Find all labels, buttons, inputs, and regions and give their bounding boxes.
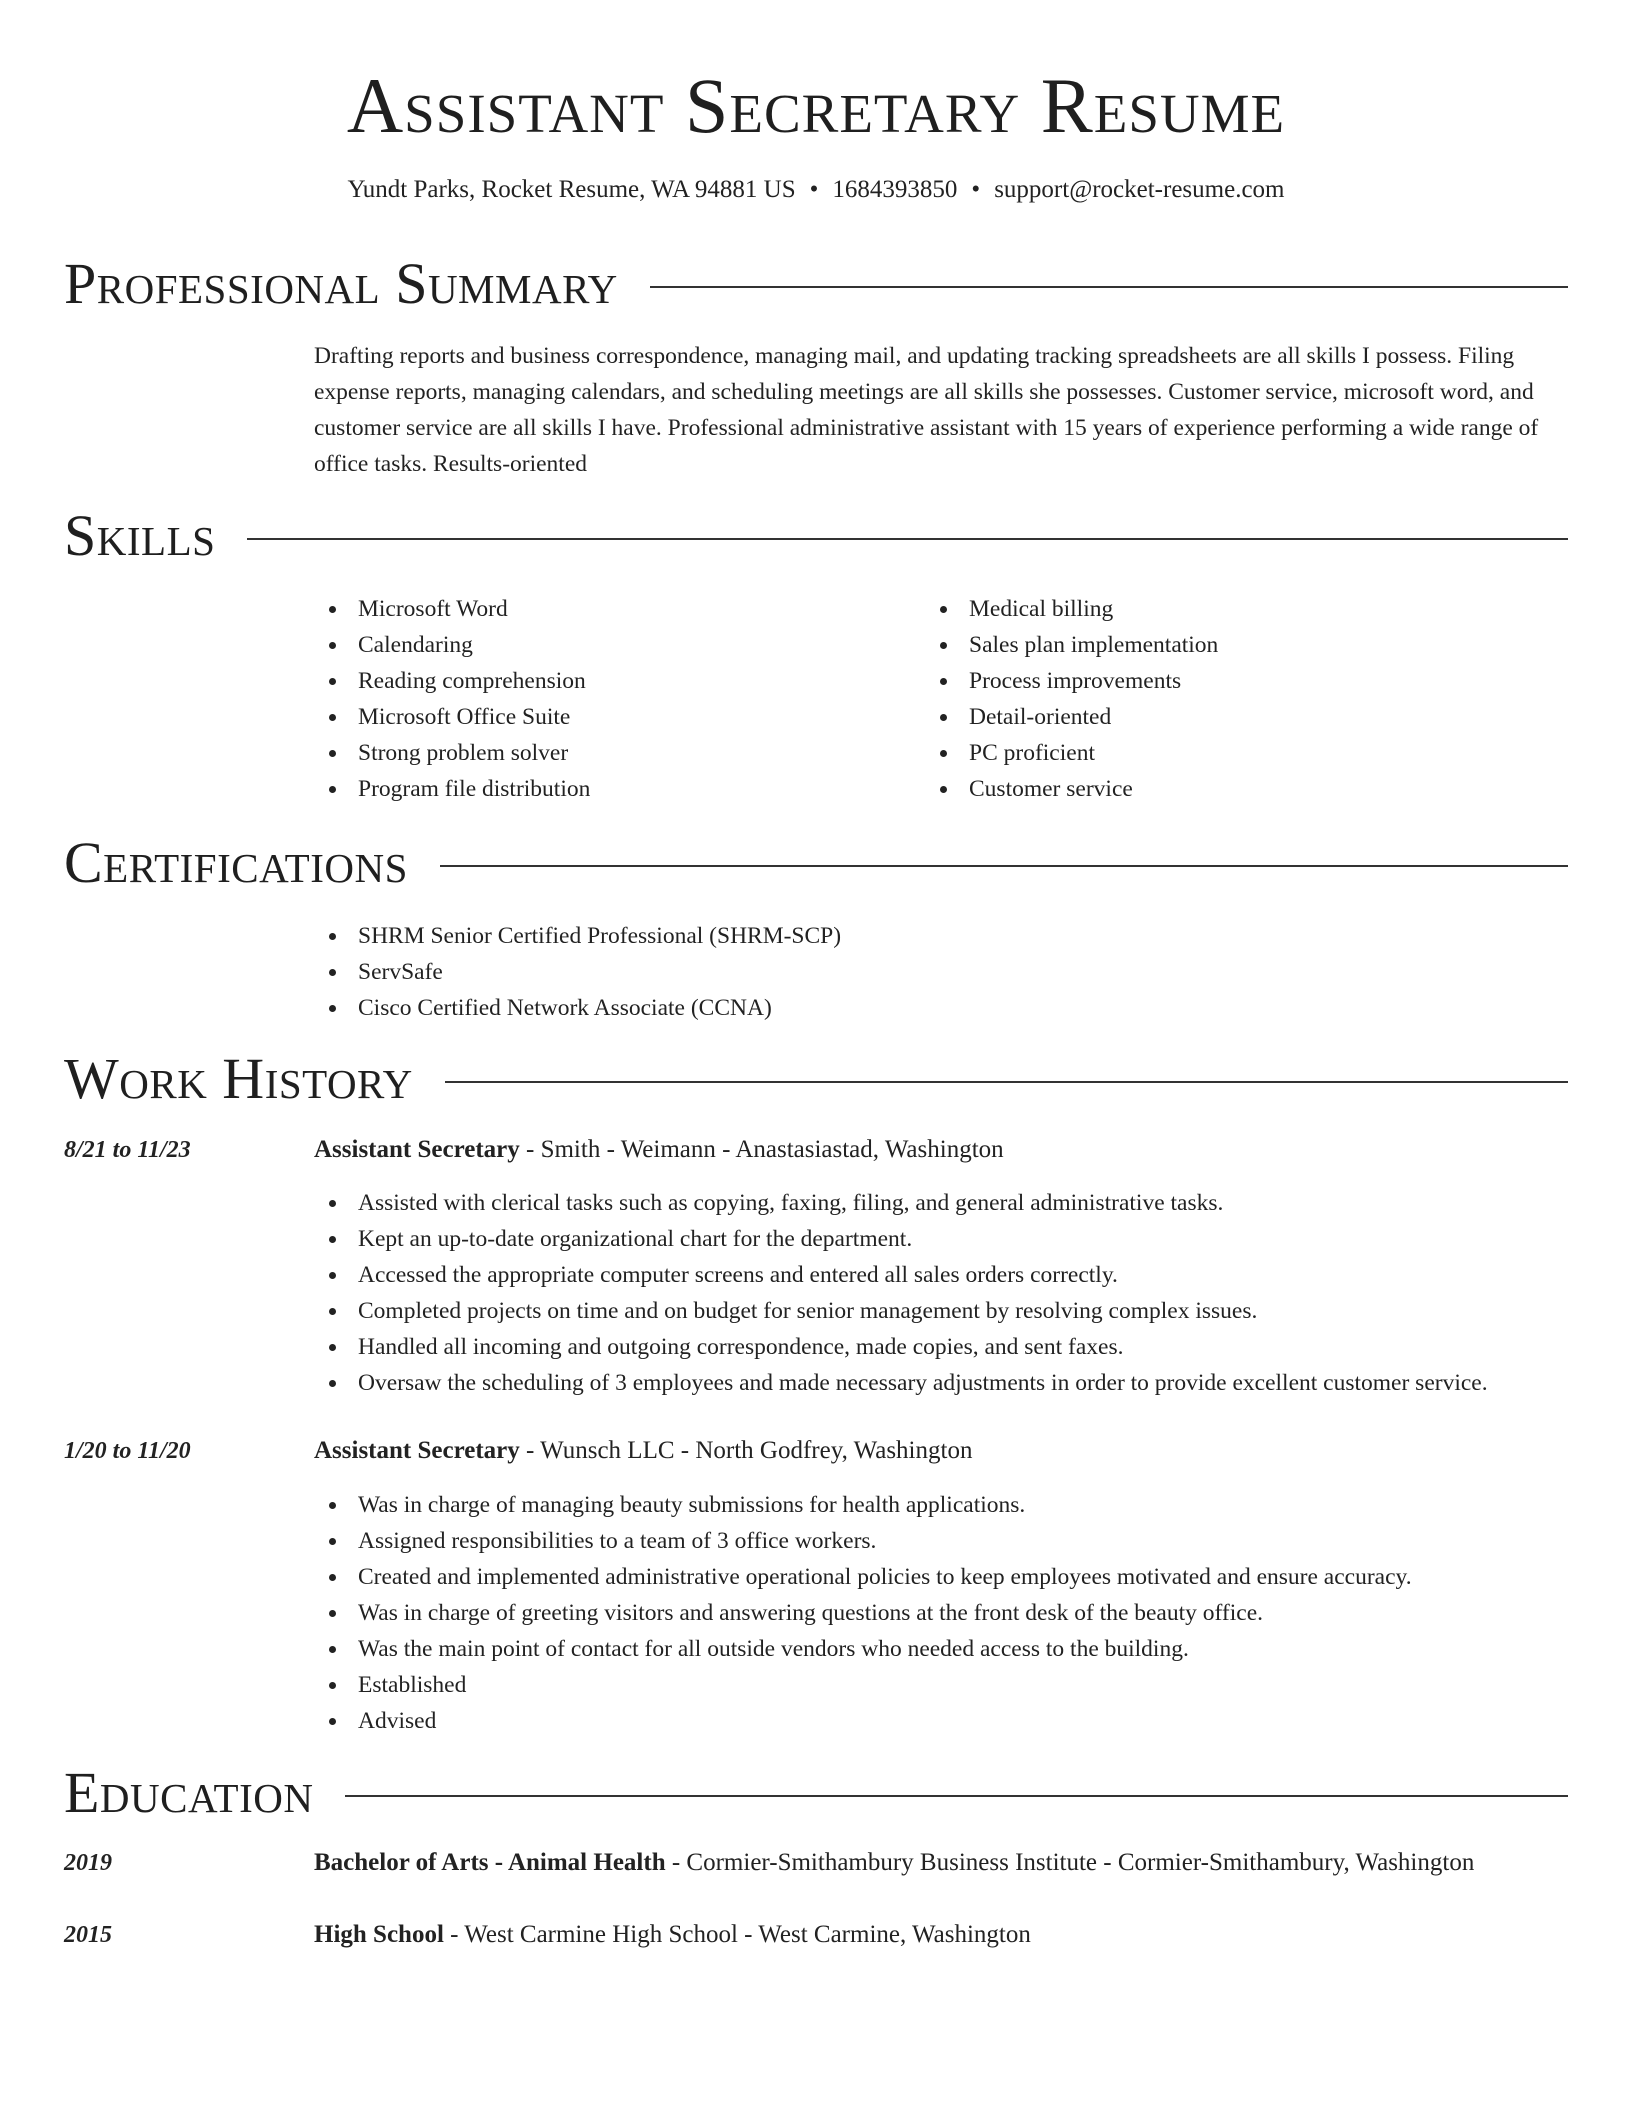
job-bullet: Was in charge of managing beauty submissions for health applications. (314, 1487, 1412, 1523)
skills-list-left (314, 591, 590, 807)
job-employer: - Wunsch LLC - North Godfrey, Washington (519, 1437, 973, 1464)
contact-phone: 1684393850 (832, 176, 958, 203)
skill-item: Reading comprehension (314, 663, 590, 699)
skill-item: Customer service (925, 771, 1218, 807)
skill-item: Sales plan implementation (925, 627, 1218, 663)
skill-item: Program file distribution (314, 771, 590, 807)
job-bullet: Assigned responsibilities to a team of 3 office workers. (314, 1523, 1412, 1559)
section-certifications-header (64, 831, 1568, 895)
section-heading: Professional Summary (64, 251, 618, 316)
section-heading: Work History (64, 1046, 413, 1111)
skill-item: Microsoft Office Suite (314, 699, 590, 735)
certification-item: ServSafe (314, 954, 841, 990)
job-bullet: Created and implemented administrative operational policies to keep employees motivated and ensure accuracy. (314, 1559, 1412, 1595)
skill-item: PC proficient (925, 735, 1218, 771)
job-heading (314, 1133, 1004, 1167)
job-heading (314, 1434, 972, 1468)
skill-item: Detail-oriented (925, 699, 1218, 735)
job-bullet: Kept an up-to-date organizational chart for the department. (314, 1221, 1488, 1257)
skill-item: Medical billing (925, 591, 1218, 627)
section-heading: Education (64, 1760, 314, 1825)
job-bullet: Completed projects on time and on budget for senior management by resolving complex issues. (314, 1293, 1488, 1329)
skill-item: Process improvements (925, 663, 1218, 699)
section-summary-header (64, 252, 1568, 316)
job-bullet: Was the main point of contact for all outside vendors who needed access to the building. (314, 1631, 1412, 1667)
education-degree: Bachelor of Arts - Animal Health (314, 1849, 666, 1876)
section-heading: Skills (64, 503, 216, 568)
contact-separator: • (971, 176, 981, 203)
certifications-list (314, 918, 841, 1026)
contact-separator: • (809, 176, 819, 203)
job-employer: - Smith - Weimann - Anastasiastad, Washington (519, 1136, 1004, 1163)
section-divider (440, 865, 1568, 867)
job-title: Assistant Secretary (314, 1437, 520, 1464)
job-bullet: Accessed the appropriate computer screens and entered all sales orders correctly. (314, 1257, 1488, 1293)
section-divider (445, 1081, 1568, 1083)
job-bullet: Advised (314, 1703, 1412, 1739)
section-divider (345, 1795, 1568, 1797)
resume-title: Assistant Secretary Resume (346, 62, 1286, 149)
skill-item: Microsoft Word (314, 591, 590, 627)
section-divider (247, 538, 1568, 540)
education-year: 2015 (64, 1922, 112, 1948)
section-heading: Certifications (64, 830, 408, 895)
certification-item: Cisco Certified Network Associate (CCNA) (314, 990, 841, 1026)
education-school: - West Carmine High School - West Carmine, Washington (443, 1921, 1031, 1948)
job-bullet: Was in charge of greeting visitors and answering questions at the front desk of the beauty office. (314, 1595, 1412, 1631)
job-bullet: Assisted with clerical tasks such as copying, faxing, filing, and general administrative tasks. (314, 1185, 1488, 1221)
contact-line (0, 174, 1632, 206)
job-dates: 8/21 to 11/23 (64, 1137, 191, 1163)
job-bullets (314, 1487, 1412, 1739)
skills-list-right (925, 591, 1218, 807)
skill-item: Strong problem solver (314, 735, 590, 771)
education-degree: High School (314, 1921, 444, 1948)
section-divider (650, 286, 1568, 288)
education-entry (314, 1846, 1474, 1880)
job-bullet: Oversaw the scheduling of 3 employees and made necessary adjustments in order to provide excellent customer service. (314, 1365, 1488, 1401)
contact-email: support@rocket-resume.com (994, 176, 1285, 203)
section-skills-header (64, 504, 1568, 568)
job-bullet: Handled all incoming and outgoing correspondence, made copies, and sent faxes. (314, 1329, 1488, 1365)
education-year: 2019 (64, 1850, 112, 1876)
education-entry (314, 1918, 1031, 1952)
job-bullet: Established (314, 1667, 1412, 1703)
job-dates: 1/20 to 11/20 (64, 1438, 191, 1464)
section-education-header (64, 1761, 1568, 1825)
contact-address: Yundt Parks, Rocket Resume, WA 94881 US (347, 176, 796, 203)
education-school: - Cormier-Smithambury Business Institute - Cormier-Smithambury, Washington (665, 1849, 1475, 1876)
skill-item: Calendaring (314, 627, 590, 663)
certification-item: SHRM Senior Certified Professional (SHRM-SCP) (314, 918, 841, 954)
job-bullets (314, 1185, 1488, 1401)
section-work-history-header (64, 1047, 1568, 1111)
job-title: Assistant Secretary (314, 1136, 520, 1163)
summary-text: Drafting reports and business correspondence, managing mail, and updating tracking spreadsheets are all skills I possess. Filing expense reports, managing calendars, and scheduling meetings are all skills she possesses. Customer service, microsoft word, and customer service are all skills I have. Professional administrative assistant with 15 years of experience performing a wide range of office tasks. Results-oriented (314, 343, 1539, 477)
